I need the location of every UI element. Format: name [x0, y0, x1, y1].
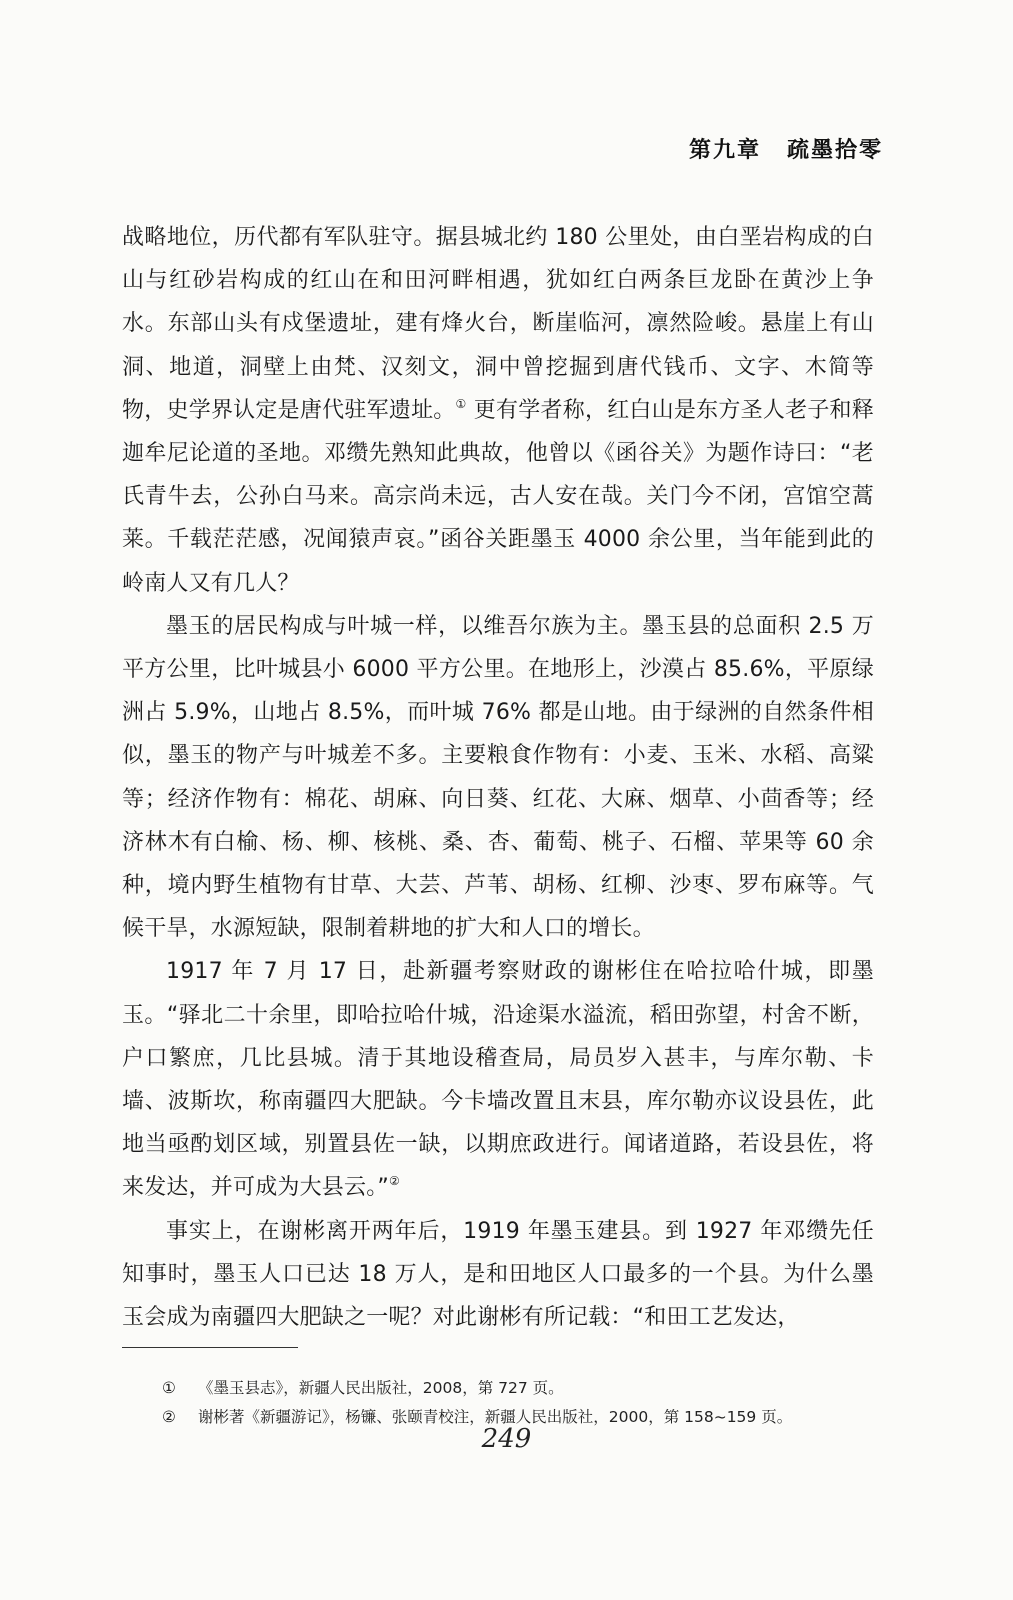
paragraph-4 — [122, 1210, 874, 1340]
running-header — [689, 133, 883, 164]
paragraph-3 — [122, 950, 874, 1209]
paragraph-text: 1917 年 7 月 17 日，赴新疆考察财政的谢彬住在哈拉哈什城，即墨玉。“驿北二十余里，即哈拉哈什城，沿途渠水溢流，稻田弥望，村舍不断，户口繁庶，几比县城。清于其地设稽查局，局员岁入甚丰，与库尔勒、卡墙、波斯坎，称南疆四大肥缺。今卡墙改置且末县，库尔勒亦议设县佐，此地当亟酌划区域，别置县佐一缺，以期庶政进行。闻诸道路，若设县佐，将来发达，并可成为大县云。” — [122, 959, 874, 1201]
paragraph-text: 墨玉的居民构成与叶城一样，以维吾尔族为主。墨玉县的总面积 2.5 万平方公里，比叶城县小 6000 平方公里。在地形上，沙漠占 85.6%，平原绿洲占 5.9%，山地占 8.5%，而叶城 76% 都是山地。由于绿洲的自然条件相似，墨玉的物产与叶城差不多。主要粮食作物有：小麦、玉米、水稻、高粱等；经济作物有：棉花、胡麻、向日葵、红花、大麻、烟草、小茴香等；经济林木有白榆、杨、柳、核桃、桑、杏、葡萄、桃子、石榴、苹果等 60 余种，境内野生植物有甘草、大芸、芦苇、胡杨、红柳、沙枣、罗布麻等。气候干旱，水源短缺，限制着耕地的扩大和人口的增长。 — [122, 613, 874, 942]
paragraph-2 — [122, 605, 874, 951]
chapter-title: 疏墨拾零 — [786, 137, 883, 163]
footnote-1 — [162, 1374, 882, 1403]
page-number: 249 — [481, 1424, 532, 1454]
body-text — [122, 216, 874, 1339]
footnote-text: 谢彬著《新疆游记》，杨镰、张颐青校注，新疆人民出版社，2000，第 158~159 页。 — [198, 1408, 793, 1426]
footnote-reference-2[interactable]: ② — [389, 1174, 400, 1189]
footnote-marker: ① — [162, 1379, 176, 1397]
footnote-text: 《墨玉县志》，新疆人民出版社，2008，第 727 页。 — [198, 1379, 564, 1397]
footnote-divider — [122, 1347, 298, 1348]
footnote-marker: ② — [162, 1408, 176, 1426]
paragraph-text-continued: 更有学者称，红白山是东方圣人老子和释迦牟尼论道的圣地。邓缵先熟知此典故，他曾以《函谷关》为题作诗曰：“老氏青牛去，公孙白马来。高宗尚未远，古人安在哉。关门今不闭，宫馆空蒿莱。千载茫茫感，况闻猿声哀。”函谷关距墨玉 4000 余公里，当年能到此的岭南人又有几人？ — [122, 397, 874, 596]
chapter-number: 第九章 — [688, 137, 761, 163]
footnote-reference-1[interactable]: ① — [455, 396, 467, 411]
paragraph-1 — [122, 216, 874, 605]
paragraph-text: 战略地位，历代都有军队驻守。据县城北约 180 公里处，由白垩岩构成的白山与红砂岩构成的红山在和田河畔相遇，犹如红白两条巨龙卧在黄沙上争水。东部山头有戍堡遗址，建有烽火台，断崖临河，凛然险峻。悬崖上有山洞、地道，洞壁上由梵、汉刻文，洞中曾挖掘到唐代钱币、文字、木简等物，史学界认定是唐代驻军遗址。 — [122, 225, 874, 423]
paragraph-text: 事实上，在谢彬离开两年后，1919 年墨玉建县。到 1927 年邓缵先任知事时，墨玉人口已达 18 万人，是和田地区人口最多的一个县。为什么墨玉会成为南疆四大肥缺之一呢？对此谢彬有所记载：“和田工艺发达， — [122, 1218, 874, 1331]
